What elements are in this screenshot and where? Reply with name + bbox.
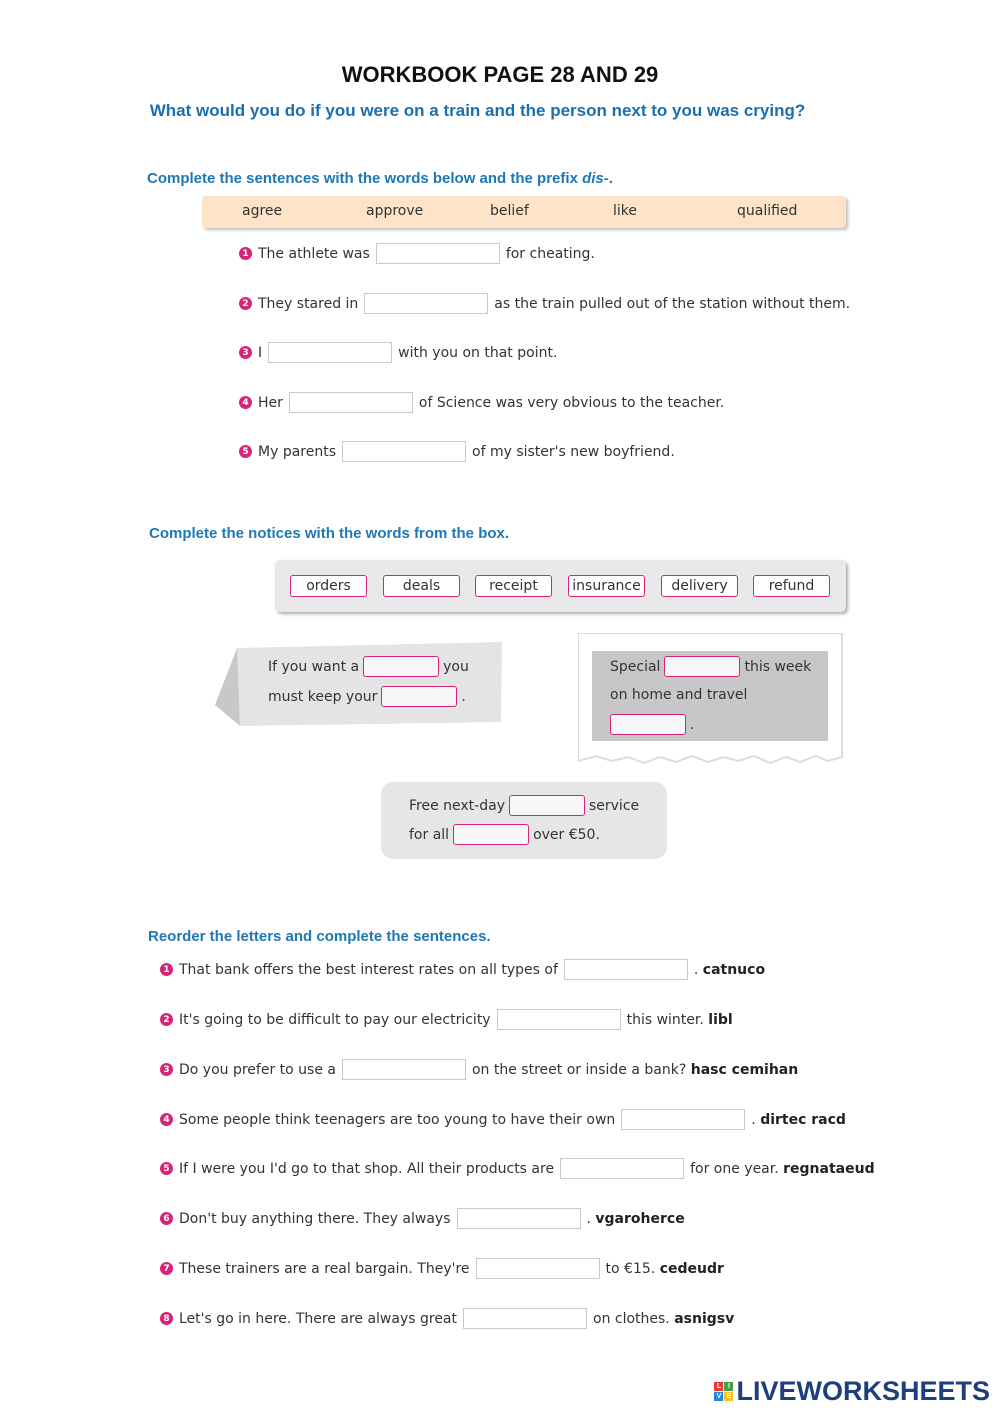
sentence-text: My parents (258, 443, 336, 460)
number-badge: 2 (160, 1013, 173, 1026)
answer-input[interactable] (476, 1258, 600, 1279)
sentence-text: of Science was very obvious to the teacher. (418, 394, 725, 411)
word-agree: agree (242, 203, 283, 219)
notice-text: . (690, 716, 695, 733)
answer-input[interactable] (497, 1009, 621, 1030)
sentence-text: If I were you I'd go to that shop. All their products are (179, 1160, 555, 1177)
answer-input[interactable] (268, 342, 392, 363)
anagram-clue: vgaroherce (595, 1210, 685, 1227)
number-badge: 3 (239, 346, 252, 359)
sentence-text: That bank offers the best interest rates on all types of (179, 961, 558, 978)
number-badge: 5 (239, 445, 252, 458)
notice2-line2: on home and travel (610, 687, 748, 703)
sentence-text: as the train pulled out of the station without them. (494, 295, 851, 312)
notice-text: service (588, 797, 640, 814)
s1-sentence-5 (239, 441, 675, 462)
answer-input[interactable] (381, 686, 457, 707)
notice-text: you (443, 658, 469, 675)
notice2-line1 (610, 656, 811, 677)
notice1-line1 (268, 656, 469, 677)
anagram-clue: cedeudr (659, 1260, 724, 1277)
section1-heading-text: Complete the sentences with the words below and the prefix (147, 170, 583, 187)
answer-input[interactable] (289, 392, 413, 413)
sentence-text: with you on that point. (398, 344, 558, 361)
anagram-clue: hasc cemihan (690, 1061, 799, 1078)
notice-text: over €50. (533, 826, 600, 843)
sentence-text: Some people think teenagers are too young to have their own (179, 1111, 616, 1128)
sentence-text: to €15. (605, 1260, 656, 1277)
answer-input[interactable] (610, 714, 686, 735)
section1-heading (147, 170, 613, 187)
s1-sentence-1 (239, 243, 595, 264)
s3-sentence-1 (160, 959, 765, 980)
sentence-text: of my sister's new boyfriend. (472, 443, 675, 460)
section2-heading: Complete the notices with the words from the box. (149, 525, 510, 542)
section3-heading: Reorder the letters and complete the sentences. (148, 928, 491, 945)
sentence-text: on clothes. (593, 1310, 670, 1327)
s3-sentence-2 (160, 1009, 733, 1030)
sentence-text: on the street or inside a bank? (471, 1061, 687, 1078)
section2-word-box (275, 560, 846, 612)
section1-word-bar (202, 196, 846, 228)
answer-input[interactable] (457, 1208, 581, 1229)
chip-delivery: delivery (661, 575, 738, 597)
s3-sentence-5 (160, 1158, 875, 1179)
number-badge: 2 (239, 297, 252, 310)
sentence-text: for cheating. (505, 245, 595, 262)
sentence-text: Don't buy anything there. They always (179, 1210, 451, 1227)
notice-text: for all (409, 826, 450, 843)
notice1-line2 (268, 686, 466, 707)
number-badge: 3 (160, 1063, 173, 1076)
answer-input[interactable] (342, 441, 466, 462)
word-qualified: qualified (737, 203, 798, 219)
notice2-line3 (606, 714, 694, 735)
answer-input[interactable] (621, 1109, 745, 1130)
answer-input[interactable] (453, 824, 529, 845)
chip-insurance: insurance (568, 575, 645, 597)
logo-text: LIVEWORKSHEETS (736, 1376, 990, 1406)
number-badge: 4 (160, 1113, 173, 1126)
word-belief: belief (490, 203, 529, 219)
notice-text: Free next-day (409, 797, 505, 814)
badge-letter: V (714, 1392, 723, 1401)
sentence-text: It's going to be difficult to pay our electricity (179, 1011, 491, 1028)
notice-text: . (461, 688, 466, 705)
chip-deals: deals (383, 575, 460, 597)
notice-1 (215, 640, 505, 732)
discussion-question: What would you do if you were on a train and the person next to you was crying? (149, 101, 806, 120)
answer-input[interactable] (463, 1308, 587, 1329)
s3-sentence-8 (160, 1308, 734, 1329)
badge-letter: E (724, 1392, 733, 1401)
number-badge: 1 (239, 247, 252, 260)
answer-input[interactable] (376, 243, 500, 264)
sentence-text: for one year. (690, 1160, 779, 1177)
number-badge: 6 (160, 1212, 173, 1225)
answer-input[interactable] (560, 1158, 684, 1179)
number-badge: 7 (160, 1262, 173, 1275)
answer-input[interactable] (364, 293, 488, 314)
answer-input[interactable] (664, 656, 740, 677)
anagram-clue: regnataeud (783, 1160, 875, 1177)
answer-input[interactable] (342, 1059, 466, 1080)
s1-sentence-3 (239, 342, 557, 363)
number-badge: 8 (160, 1312, 173, 1325)
chip-receipt: receipt (475, 575, 552, 597)
s1-sentence-2 (239, 293, 850, 314)
s3-sentence-4 (160, 1109, 846, 1130)
notice3-line1 (409, 795, 639, 816)
anagram-clue: asnigsv (674, 1310, 735, 1327)
badge-letter: I (724, 1382, 733, 1391)
number-badge: 1 (160, 963, 173, 976)
notice-text: If you want a (268, 658, 360, 675)
s3-sentence-7 (160, 1258, 724, 1279)
live-badge-icon (714, 1382, 733, 1401)
chip-orders: orders (290, 575, 367, 597)
sentence-text: . (586, 1210, 591, 1227)
sentence-text: They stared in (258, 295, 359, 312)
liveworksheets-logo (714, 1376, 990, 1407)
notice-text: must keep your (268, 688, 378, 705)
word-approve: approve (366, 203, 424, 219)
s1-sentence-4 (239, 392, 724, 413)
answer-input[interactable] (509, 795, 585, 816)
number-badge: 4 (239, 396, 252, 409)
chip-refund: refund (753, 575, 830, 597)
word-like: like (613, 203, 638, 219)
section1-heading-end: . (608, 170, 613, 187)
number-badge: 5 (160, 1162, 173, 1175)
anagram-clue: libl (708, 1011, 733, 1028)
badge-letter: L (714, 1382, 723, 1391)
notice3-line2 (409, 824, 600, 845)
sentence-text: . (693, 961, 699, 978)
anagram-clue: catnuco (702, 961, 766, 978)
sentence-text: The athlete was (258, 245, 370, 262)
answer-input[interactable] (363, 656, 439, 677)
anagram-clue: dirtec racd (760, 1111, 846, 1128)
s3-sentence-6 (160, 1208, 685, 1229)
notice-2 (578, 633, 844, 768)
sentence-text: I (258, 344, 263, 361)
notice-text: Special (610, 658, 661, 675)
sentence-text: Let's go in here. There are always great (179, 1310, 457, 1327)
answer-input[interactable] (564, 959, 688, 980)
notice-3 (381, 782, 667, 859)
sentence-text: this winter. (626, 1011, 704, 1028)
page-title: WORKBOOK PAGE 28 AND 29 (341, 62, 659, 87)
sentence-text: These trainers are a real bargain. They're (179, 1260, 470, 1277)
sentence-text: . (751, 1111, 756, 1128)
sentence-text: Her (258, 394, 283, 411)
notice-text: this week (744, 658, 812, 675)
s3-sentence-3 (160, 1059, 798, 1080)
sentence-text: Do you prefer to use a (179, 1061, 336, 1078)
section1-prefix: dis- (582, 170, 609, 187)
